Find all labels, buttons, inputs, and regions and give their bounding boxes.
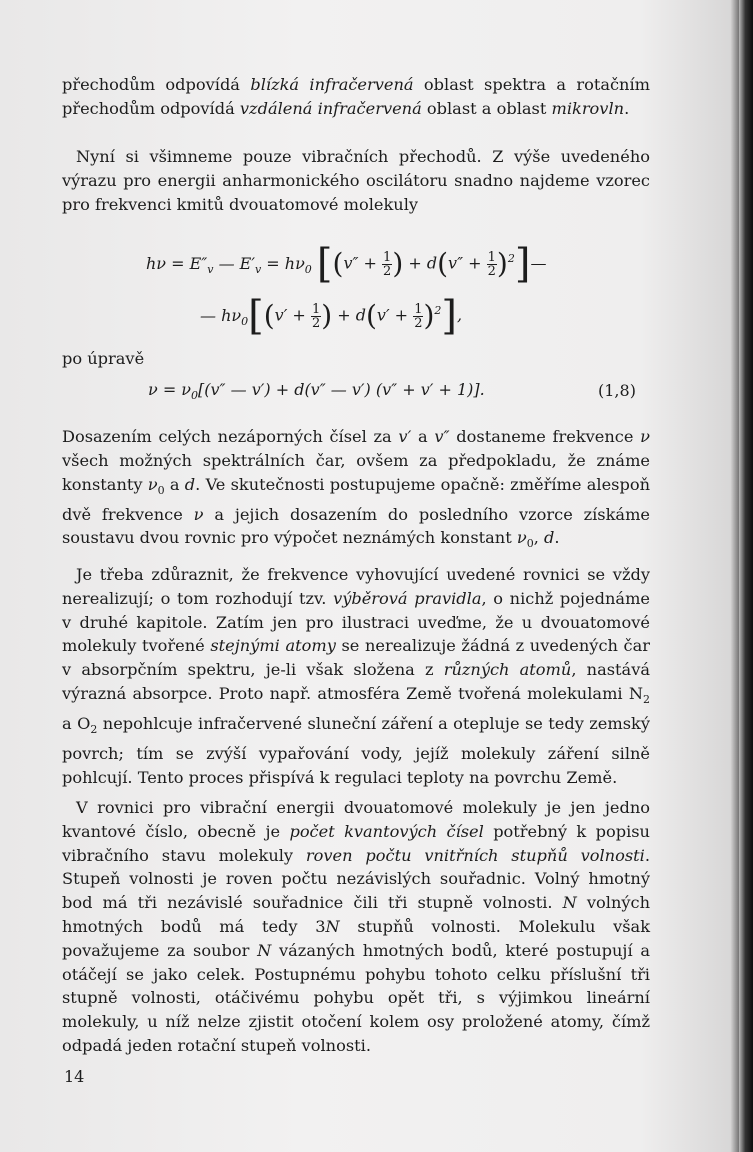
paragraph-1-text: Nyní si všimneme pouze vibračních přechodů. Z výše uvedeného výrazu pro energii anharmonického oscilátoru snadno najdeme vzorec pro frekvenci kmitů dvouatomové molekuly (62, 147, 650, 214)
paragraph-4-text: V rovnici pro vibrační energii dvouatomové molekuly je jen jedno kvantové číslo, obecně je počet kvantových čísel potřebný k popisu vibračního stavu molekuly roven počtu vnitřních stupňů volnosti. Stupeň volnosti je roven počtu nezávislých souřadnic. Volný hmotný bod má tři nezávislé souřadnice čili tři stupně volnosti. N volných hmotných bodů má tedy 3N stupňů volnosti. Molekulu však považujeme za soubor N vázaných hmotných bodů, které postupují a otáčejí se jako celek. Postupnému pohybu tohoto celku příslušní tři stupně volnosti, otáčivému pohybu opět tři, s výjimkou lineární molekuly, u níž nelze zjistit otočení kolem osy proložené atomy, čímž odpadá jeden rotační stupeň volnosti. (62, 798, 651, 1055)
equation-1-line-2: — $h\nu_0[(v'$ + $\frac{1}{2}$ ) + d(v′ + $\frac{1}{2}$ )$^2$], (200, 293, 463, 339)
book-spine-shadow (739, 0, 753, 1152)
paragraph-top (62, 73, 650, 121)
equation-2: $\nu = \nu_0[(v''$ — v′) + d(v″ — v′) (v″ + v′ + 1)]. (148, 380, 485, 403)
paragraph-2 (62, 425, 650, 556)
paragraph-3 (62, 563, 650, 790)
paragraph-4 (62, 796, 650, 1058)
equation-1-line-1: $h\nu = E''_v$ — $E'_v = h\nu_0$ [(v″ + $\frac{1}{2}$ ) + d(v″ + $\frac{1}{2}$ )$^2$]— (146, 241, 547, 287)
page-number: 14 (64, 1067, 85, 1086)
equation-number: (1,8) (598, 381, 636, 400)
fraction-denominator: 2 (383, 263, 392, 279)
paragraph-1 (62, 145, 650, 216)
fraction-numerator: 1 (383, 249, 392, 265)
after-equation-text (62, 347, 650, 371)
after-equation-label: po úpravě (62, 349, 145, 368)
paragraph-top-text: přechodům odpovídá blízká infračervená oblast spektra a rotačním přechodům odpovídá vzdálená infračervená oblast a oblast mikrovln. (62, 75, 650, 118)
paragraph-2-text: Dosazením celých nezáporných čísel za v′ a v″ dostaneme frekvence ν všech možných spektrálních čar, ovšem za předpokladu, že známe konstanty $\nu_0$ a d. Ve skutečnosti postupujeme opačně: změříme alespoň dvě frekvence ν a jejich dosazením do posledního vzorce získáme soustavu dvou rovnic pro výpočet neznámých konstant $\nu_0$, d. (62, 427, 651, 551)
paragraph-3-text: Je třeba zdůraznit, že frekvence vyhovující uvedené rovnici se vždy nerealizují; o tom rozhodují tzv. výběrová pravidla, o nichž pojednáme v druhé kapitole. Zatím jen pro ilustraci uveďme, že u dvouatomové molekuly tvořené stejnými atomy se nerealizuje žádná z uvedených čar v absorpčním spektru, je-li však složena z různých atomů, nastává výrazná absorpce. Proto např. atmosféra Země tvořená molekulami $N_2$ a $O_2$ nepohlcuje infračervené sluneční záření a otepluje se tedy zemský povrch; tím se zvýší vypařování vody, jejíž molekuly záření silně pohlcují. Tento proces přispívá k regulaci teploty na povrchu Země. (62, 565, 651, 787)
